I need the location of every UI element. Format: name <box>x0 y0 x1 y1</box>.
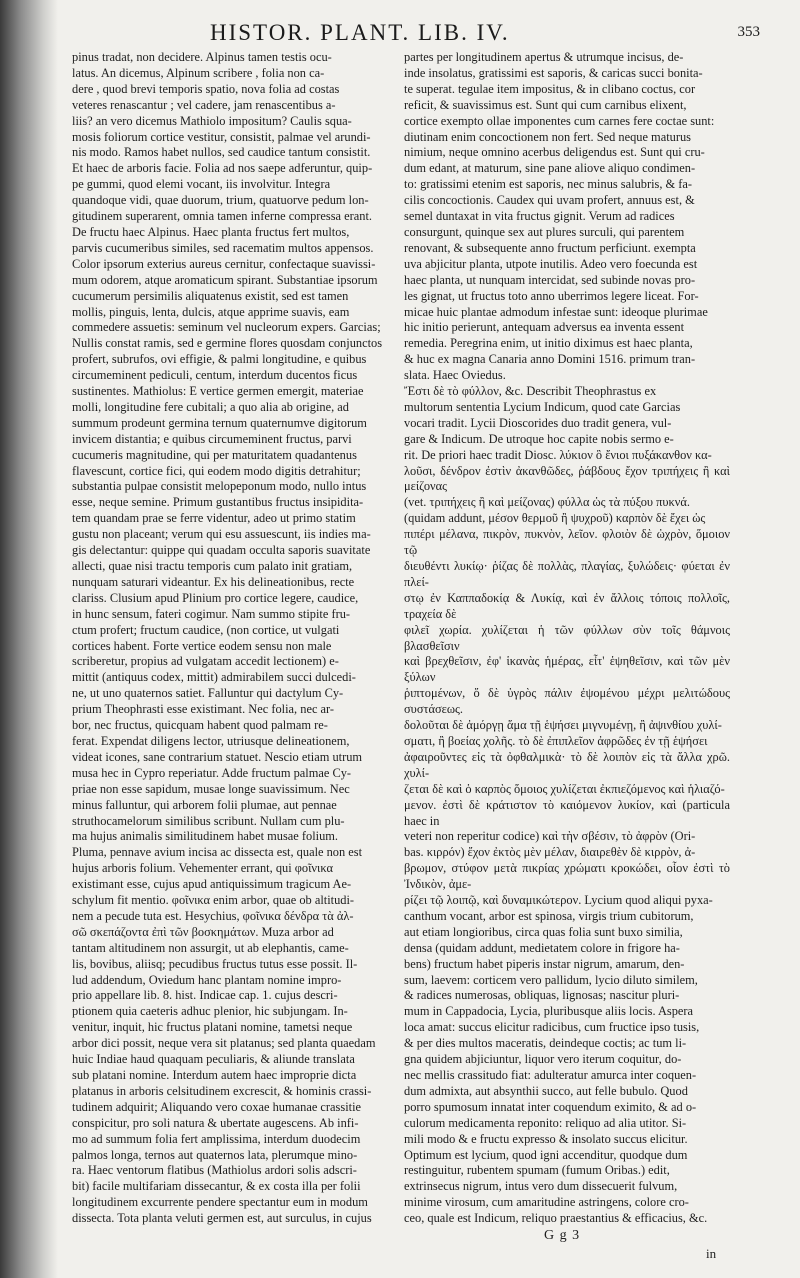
text-line: dissecta. Tota planta veluti germen est, aut surculus, in cujus <box>72 1211 372 1226</box>
text-line: renovant, & subsequente anno fructum perficiunt. exempta <box>404 240 696 255</box>
text-line: tantam altitudinem non assurgit, ut ab elephantis, came- <box>72 940 349 955</box>
text-line: lud addendum, Oviedum hanc plantam nomine impro- <box>72 972 342 987</box>
text-line: ra. Haec ventorum flatibus (Mathiolus ardori solis adscri- <box>72 1163 357 1178</box>
text-line: μενον. ἐστὶ δὲ κράτιστον τὸ καιόμενον λυκίον, καὶ (particula haec in <box>404 797 730 828</box>
text-line: gustu non placeant; verum qui esu assuescunt, iis indies ma- <box>72 527 371 542</box>
text-line: substantia pulpae consistit melopeponum modo, nullo intus <box>72 479 367 494</box>
text-line: vocari tradit. Lycii Dioscorides duo tradit genera, vul- <box>404 415 672 430</box>
text-line: & huc ex magna Canaria anno Domini 1516. primum tran- <box>404 352 696 367</box>
text-line: ἀφαιροῦντες εἰς τὰ ὀφθαλμικὰ· τὸ δὲ λοιπὸν εἰς τὰ ἄλλα χρῶ. χυλί- <box>404 749 730 780</box>
text-line: στῳ ἐν Καππαδοκίᾳ & Λυκίᾳ, καὶ ἐν ἄλλοις τόποις πολλοῖς, τραχεία δὲ <box>404 590 730 621</box>
text-line: nunquam saturari videantur. Ex his delineationibus, recte <box>72 574 355 589</box>
text-line: culorum medicamenta reponito: reliquo ad alia utitor. Si- <box>404 1115 687 1130</box>
page-number: 353 <box>737 24 760 40</box>
text-line: commedere assuetis: seminum vel nucleorum expers. Garcias; <box>72 320 381 335</box>
text-line: porro spumosum innatat inter coquendum eximito, & ad o- <box>404 1099 697 1114</box>
text-line: (vet. τριπήχεις ἢ καὶ μείζονας) φύλλα ὡς τὰ πύξου πυκνά. <box>404 495 690 510</box>
text-line: flavescunt, cortice fici, qui eodem modo digitis detrahitur; <box>72 463 361 478</box>
text-line: bas. κιρρόν) ἔχον ἐκτὸς μὲν μέλαν, διαιρεθὲν δὲ κιρρὸν, ἀ- <box>404 845 696 860</box>
text-line: ceo, quale est Indicum, reliquo praestantius & efficacius, &c. <box>404 1211 708 1226</box>
text-line: gis delectantur: quippe qui quadam occulta saporis suavitate <box>72 543 371 558</box>
text-line: Color ipsorum exterius aureus cernitur, confectaque suavissi- <box>72 256 376 271</box>
text-line: prium Theophrasti esse existimant. Nec folia, nec ar- <box>72 702 335 717</box>
text-line: ctum profert; fructum caudice, (non cortice, ut vulgati <box>72 622 340 637</box>
text-line: dum edant, at maturum, sine pane aliove aliquo condimen- <box>404 161 696 176</box>
text-line: Et haec de arboris facie. Folia ad nos saepe adferuntur, quip- <box>72 161 373 176</box>
text-line: summum prodeunt germina ternum quaternumve digitorum <box>72 415 367 430</box>
text-line: cortices habent. Forte vertice eodem sensu non male <box>72 638 332 653</box>
text-line: βρωμον, στύφον μετὰ πικρίας χρώματι κροκώδει, οἷον ἐστὶ τὸ Ἰνδικὸν, ἀμε- <box>404 861 730 892</box>
text-line: Nullis constat ramis, sed e germine flores quosdam conjunctos <box>72 336 383 351</box>
text-line: gare & Indicum. De utroque hoc capite nobis sermo e- <box>404 431 674 446</box>
text-line: mosis foliorum cortice vestitur, consistit, palmae vel arundi- <box>72 129 371 144</box>
text-line: densa (quidam addunt, medietatem colore in frigore ha- <box>404 940 680 955</box>
text-line: gitudinem superarent, omnia tamen inferne compressa erant. <box>72 209 373 224</box>
text-line: mum odorem, atque aromaticum spirant. Substantiae ipsorum <box>72 272 378 287</box>
text-line: semel duntaxat in vita fructus gignit. Verum ad radices <box>404 209 675 224</box>
text-line: latus. An dicemus, Alpinum scribere , folia non ca- <box>72 65 325 80</box>
text-line: Pluma, pennave avium incisa ac dissecta est, quale non est <box>72 845 363 860</box>
text-line: ptionem quia caeteris adhuc plenior, hic subjungam. In- <box>72 1004 348 1019</box>
text-line: longitudinem excurrente pendere spectantur eum in modum <box>72 1195 368 1210</box>
text-line: mollis, pinguis, lenta, dulcis, atque apprime suavis, eam <box>72 304 350 319</box>
text-line: liis? an vero dicemus Mathiolo impositum? Caulis squa- <box>72 113 352 128</box>
text-line: prio appellare lib. 8. hist. Indicae cap. 1. cujus descri- <box>72 988 338 1003</box>
text-line: inde insolatus, gratissimi est saporis, & caricas succi bonita- <box>404 65 703 80</box>
text-line: multorum sententia Lycium Indicum, quod cate Garcias <box>404 399 681 414</box>
text-line: veteres renascantur ; vel cadere, jam renascentibus a- <box>72 97 336 112</box>
text-line: cucumeris magnitudine, qui per maturitatem quadantenus <box>72 447 357 462</box>
text-line: διευθέντι λυκίῳ· ῥίζας δὲ πολλὰς, πλαγίας, ξυλώδεις· φύεται ἐν πλεί- <box>404 559 730 589</box>
text-line: hic initio perierunt, antequam adversus ea inventa essent <box>404 320 685 335</box>
text-line: bor, nec fructus, quicquam habent quod palmam re- <box>72 718 328 733</box>
text-line: σῶ σκεπάζοντα ἐπὶ τῶν βοσκημάτων. Muza arbor ad <box>72 924 334 939</box>
text-line: cortice exempto ollae imponentes cum carnes fere coctae sunt: <box>404 113 715 128</box>
text-line: dum admixta, aut absynthii succo, aut felle bubulo. Quod <box>404 1083 688 1098</box>
text-line: micae huic plantae admodum infestae sunt: ideoque plurimae <box>404 304 708 319</box>
text-line: ῥιπτομένων, ὅ δὲ ὑγρὸς πάλιν ἐψομένου μέχρι μελιτώδους συστάσεως. <box>404 686 730 717</box>
text-line: platanus in arboris celsitudinem excrescit, & hominis crassi- <box>72 1083 372 1098</box>
text-line: sustinentes. Mathiolus: E vertice germen emergit, materiae <box>72 384 364 399</box>
text-line: clariss. Clusium apud Plinium pro cortice legere, caudice, <box>72 590 359 605</box>
text-line: musa hec in Cypro reperiatur. Adde fructum palmae Cy- <box>72 765 352 780</box>
text-line: remedia. Peregrina enim, ut initio diximus est haec planta, <box>404 336 693 351</box>
text-line: hujus arboris folium. Vehementer errant, qui φοῖνικα <box>72 861 333 876</box>
text-line: minime virosum, cum amaritudine astringens, colore cro- <box>404 1195 689 1210</box>
text-line: consurgunt, quinque sex aut plures surculi, qui parentem <box>404 224 685 239</box>
text-line: struthocamelorum similibus scribunt. Nullam cum plu- <box>72 813 345 828</box>
text-line: Ἔστι δὲ τὸ φύλλον, &c. Describit Theophrastus ex <box>404 384 657 399</box>
text-line: nec mellis crassitudo fiat: adulteratur amurca inter coquen- <box>404 1068 697 1082</box>
text-line: Optimum est lycium, quod igni accenditur, quodque dum <box>404 1147 688 1162</box>
text-line: to: gratissimi etenim est saporis, nec minus salubris, & fa- <box>404 177 693 192</box>
text-line: restinguitur, rubentem spumam (fumum Oribas.) edit, <box>404 1163 670 1178</box>
text-line: quandoque vidi, quae duorum, trium, quatuorve pedum lon- <box>72 193 369 208</box>
text-line: aut etiam longioribus, circa quas folia sunt buxo similia, <box>404 924 683 939</box>
text-line: (quidam addunt, μέσον θερμοῦ ἢ ψυχροῦ) καρπὸν δὲ ἔχει ὡς <box>404 511 706 526</box>
text-line: bit) facile multifariam dissecantur, & ex costa illa per folii <box>72 1179 361 1194</box>
text-line: nem a pecude tuta est. Hesychius, φοῖνικα δένδρα τὰ ἀλ- <box>72 908 354 923</box>
running-header <box>210 16 760 50</box>
catchword: in <box>706 1246 717 1261</box>
left-text-column <box>72 50 392 1228</box>
text-line: arbor dici possit, neque vera sit platanus; sed planta quaedam <box>72 1036 376 1051</box>
text-line: slata. Haec Oviedus. <box>404 368 506 383</box>
text-line: minus falluntur, qui arborem folii plumae, aut pennae <box>72 797 337 812</box>
text-line: lis, bovibus, aliisq; pecudibus fructus tutus esse possit. Il- <box>72 956 358 971</box>
text-line: extrinsecus nigrum, intus vero dum dissecuerit fulvum, <box>404 1179 678 1194</box>
text-line: σματι, ἢ βοείας χολῆς. τὸ δὲ ἐπιπλεῖον ἀφρῶδες ἐν τῇ ἑψήσει <box>404 733 708 748</box>
text-line: καὶ βρεχθεῖσιν, ἐφ' ἱκανὰς ἡμέρας, εἶτ' ἑψηθεῖσιν, καὶ τῶν μὲν ξύλων <box>404 654 730 685</box>
text-line: loca amat: succus elicitur radicibus, cum fructice ipso tusis, <box>404 1020 700 1035</box>
text-line: bens) fructum habet piperis instar nigrum, amarum, den- <box>404 956 685 971</box>
text-line: uva abjicitur planta, utpote inutilis. Adeo vero foecunda est <box>404 256 698 271</box>
text-line: reficit, & suavissimus est. Sunt qui cum carnibus elixent, <box>404 97 687 112</box>
text-line: canthum vocant, arbor est spinosa, virgis trium cubitorum, <box>404 908 694 923</box>
text-line: allecti, quae nisi tractu temporis cum palato init gratiam, <box>72 559 353 573</box>
text-line: cilis concoctionis. Caudex qui uvam profert, annuus est, & <box>404 193 695 208</box>
text-line: mo ad summum folia fert amplissima, interdum duodecim <box>72 1131 361 1146</box>
text-line: ρίζει τῷ λοιπῷ, καὶ δυναμικώτερον. Lycium quod aliqui pyxa- <box>404 893 713 908</box>
text-line: De fructu haec Alpinus. Haec planta fructus fert multos, <box>72 224 350 239</box>
text-line: mittit (antiquus codex, mittit) admirabilem succi dulcedi- <box>72 670 356 685</box>
text-line: parvis cucumeribus similes, sed racematim multos appensos. <box>72 240 374 255</box>
text-line: mum in Cappadocia, Lycia, pluribusque aliis locis. Aspera <box>404 1004 694 1019</box>
text-line: pinus tradat, non decidere. Alpinus tamen testis ocu- <box>72 50 332 64</box>
text-line: palmos longa, ternos aut quaternos lata, plerumque mino- <box>72 1147 358 1162</box>
running-title: HISTOR. PLANT. LIB. IV. <box>210 20 510 45</box>
text-line: sub platani nomine. Interdum autem haec improprie dicta <box>72 1068 357 1082</box>
text-line: tem quandam prae se ferre videntur, adeo ut primo statim <box>72 511 356 526</box>
text-line: existimant esse, cujus apud antiquissimum tragicum Ae- <box>72 877 352 892</box>
text-line: diutinam enim concoctionem non fert. Sed neque maturus <box>404 129 691 144</box>
text-line: pe gummi, quod elemi vocant, iis involvitur. Integra <box>72 177 331 192</box>
text-line: les gignat, ut fructus toto anno uberrimos legere liceat. For- <box>404 288 699 303</box>
text-line: ζεται δὲ καὶ ὁ καρπὸς ὅμοιος χυλίζεται ἐκπιεζόμενος καὶ ἡλιαζό- <box>404 781 725 796</box>
text-line: invicem distantia; e quibus circumeminent fructus, parvi <box>72 431 352 446</box>
text-line: gna quidem abjiciuntur, liquor vero iterum coquitur, do- <box>404 1052 682 1067</box>
text-line: πιπέρι μέλανα, πικρὸν, πυκνὸν, λεῖον. φλοιὸν δὲ ὠχρὸν, ὅμοιον τῷ <box>404 527 730 558</box>
right-text-column <box>404 50 730 1228</box>
text-line: videat icones, sane contrarium statuet. Nescio etiam utrum <box>72 749 363 764</box>
text-line: te superat. tegulae item impositus, & in clibano coctus, cor <box>404 81 696 96</box>
text-line: veteri non reperitur codice) καὶ τὴν σβέσιν, τὸ ἀφρὸν (Ori- <box>404 829 696 844</box>
text-line: ma hujus animalis similitudinem habet musae folium. <box>72 829 339 844</box>
text-line: schylum fit mentio. φοῖνικα enim arbor, quae ob altitudi- <box>72 893 355 908</box>
text-line: ne, ut uno quaternos satiet. Falluntur qui dactylum Cy- <box>72 686 344 701</box>
page-gutter-shadow <box>0 0 58 1278</box>
text-line: λοῦσι, δένδρον ἐστὶν ἀκανθῶδες, ῥάβδους ἔχον τριπήχεις ἢ καὶ μείζονας <box>404 463 730 494</box>
text-line: partes per longitudinem apertus & utrumque incisus, de- <box>404 50 684 64</box>
text-line: cucumerum persimilis aliquatenus existit, sed est tamen <box>72 288 349 303</box>
text-line: ferat. Expendat diligens lector, utriusque delineationem, <box>72 733 350 748</box>
text-line: nimium, neque omnino acerbus deligendus est. Sunt qui cru- <box>404 145 705 160</box>
text-line: esse, neque semine. Primum gustantibus fructus insipidita- <box>72 495 364 510</box>
text-line: haec planta, ut nunquam intercidat, sed subinde novas pro- <box>404 272 696 287</box>
text-line: & radices numerosas, obliquas, lignosas; nascitur pluri- <box>404 988 680 1003</box>
text-line: in hunc sensum, fateri cogimur. Nam summo stipite fru- <box>72 606 351 621</box>
text-line: nis modo. Ramos habet nullos, sed caudice tantum consistit. <box>72 145 371 160</box>
text-line: venitur, inquit, hic fructus platani nomine, tametsi neque <box>72 1020 353 1035</box>
text-line: & per dies multos maceratis, deindeque coctis; ac tum li- <box>404 1036 687 1051</box>
text-line: rit. De priori haec tradit Diosc. λύκιον ὃ ἔνιοι πυξάκανθον κα- <box>404 447 712 462</box>
text-line: scriberetur, propius ad vulgatam accedit lectionem) e- <box>72 654 339 669</box>
text-line <box>72 1227 392 1228</box>
text-line: δολοῦται δὲ ἀμόργῃ ἅμα τῇ ἑψήσει μιγνυμένῃ, ἢ ἀψινθίου χυλί- <box>404 718 722 733</box>
text-line: circumeminent pediculi, centum, interdum ducentos ficus <box>72 368 358 383</box>
text-line: φιλεῖ χωρία. χυλίζεται ἡ τῶν φύλλων σὺν τοῖς θάμνοις βλασθεῖσιν <box>404 622 730 653</box>
text-line: priae non esse sapidum, musae longe suavissimum. Nec <box>72 781 350 796</box>
text-line: conspicitur, pro soli natura & ubertate augescens. Ab infi- <box>72 1115 359 1130</box>
text-line: sum, laevem: corticem vero pallidum, lycio diluto similem, <box>404 972 698 987</box>
signature-mark: G g 3 <box>544 1228 581 1243</box>
text-line: profert, subrufos, ovi effigie, & palmi longitudine, e quibus <box>72 352 367 367</box>
text-line: tudinem adquirit; Aliquando vero coxae humanae crassitie <box>72 1099 362 1114</box>
text-line: molli, longitudine fere cubitali; a quo alia ab origine, ad <box>72 399 349 414</box>
text-line: dere , quod brevi temporis spatio, nova folia ad costas <box>72 81 340 96</box>
text-line: mili modo & e fructu expresso & insolato succus elicitur. <box>404 1131 688 1146</box>
text-line: huic Indiae haud quaquam peculiaris, & aliunde translata <box>72 1052 355 1067</box>
